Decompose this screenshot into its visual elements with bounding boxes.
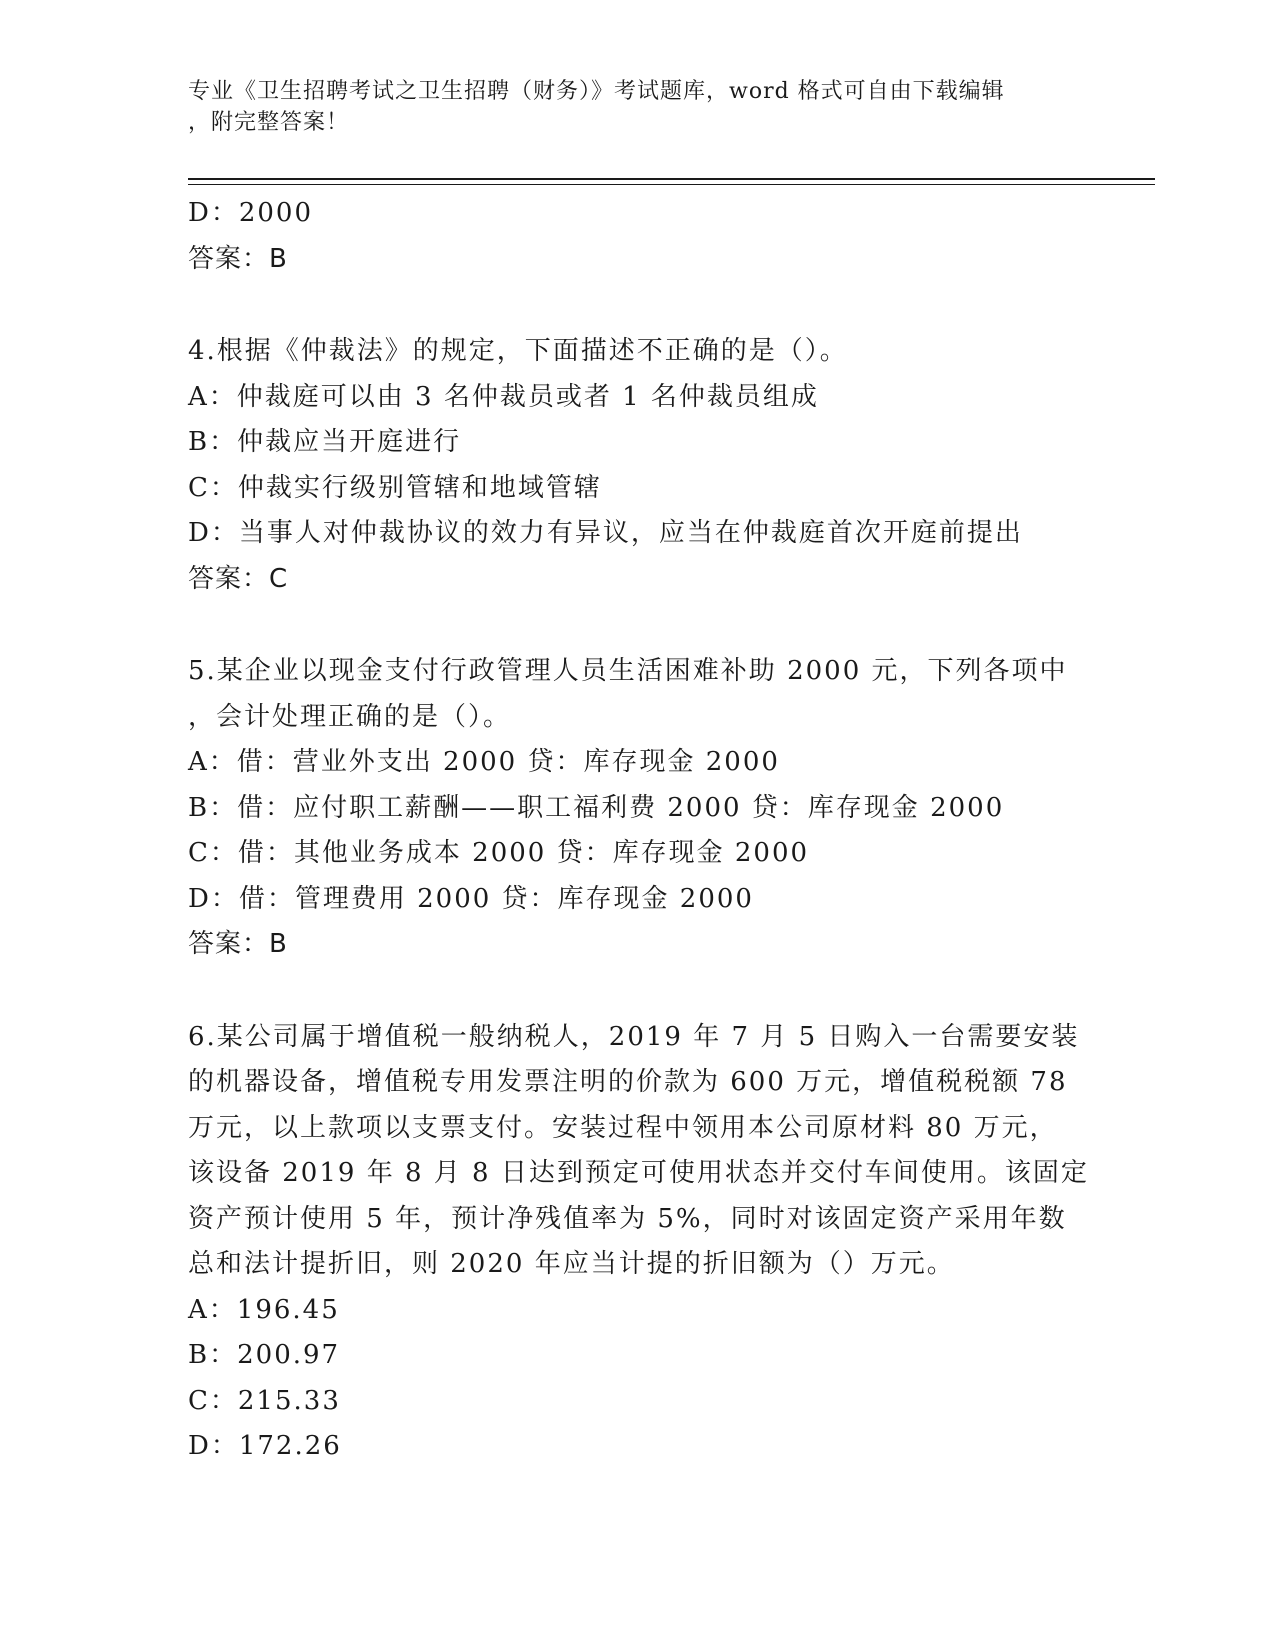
question-5 <box>188 649 1088 968</box>
option-d: D：2000 <box>188 198 314 228</box>
question-content <box>188 191 1088 1470</box>
option-d: D：172.26 <box>188 1431 342 1461</box>
question-6 <box>188 1015 1088 1470</box>
header-divider-thin <box>188 184 1155 185</box>
option-b: B：仲裁应当开庭进行 <box>188 427 462 457</box>
header-line-2: ，附完整答案！ <box>188 110 350 135</box>
question-stem-line-2: 的机器设备，增值税专用发票注明的价款为 600 万元，增值税税额 78 <box>188 1067 1068 1097</box>
question-stem-line-1: 6.某公司属于增值税一般纳税人，2019 年 7 月 5 日购入一台需要安装 <box>188 1021 1080 1052</box>
question-stem-line-2: ，会计处理正确的是（）。 <box>188 701 512 732</box>
document-header <box>188 76 1068 138</box>
question-spacer <box>188 282 1088 329</box>
header-divider-thick <box>188 178 1155 180</box>
question-stem: 4.根据《仲裁法》的规定，下面描述不正确的是（）。 <box>188 336 848 366</box>
question-spacer <box>188 602 1088 649</box>
option-d: D：当事人对仲裁协议的效力有异议，应当在仲裁庭首次开庭前提出 <box>188 518 1023 548</box>
answer-line: 答案：B <box>188 929 288 959</box>
answer-line: 答案：C <box>188 563 289 594</box>
question-4 <box>188 329 1088 602</box>
question-3-tail <box>188 191 1088 282</box>
option-c: C：215.33 <box>188 1385 341 1416</box>
option-a: A：借：营业外支出 2000 贷：库存现金 2000 <box>188 747 780 777</box>
header-line-1: 专业《卫生招聘考试之卫生招聘（财务）》考试题库，word 格式可自由下载编辑 <box>188 79 1005 104</box>
option-d: D：借：管理费用 2000 贷：库存现金 2000 <box>188 883 754 914</box>
option-a: A：196.45 <box>188 1294 340 1325</box>
option-c: C：借：其他业务成本 2000 贷：库存现金 2000 <box>188 838 810 868</box>
question-stem-line-1: 5.某企业以现金支付行政管理人员生活困难补助 2000 元，下列各项中 <box>188 656 1068 686</box>
question-stem-line-3: 万元，以上款项以支票支付。安装过程中领用本公司原材料 80 万元， <box>188 1112 1058 1143</box>
option-b: B：200.97 <box>188 1340 341 1370</box>
option-b: B：借：应付职工薪酬——职工福利费 2000 贷：库存现金 2000 <box>188 792 1005 823</box>
question-spacer <box>188 968 1088 1015</box>
question-stem-line-6: 总和法计提折旧，则 2020 年应当计提的折旧额为（）万元。 <box>188 1249 955 1279</box>
option-c: C：仲裁实行级别管辖和地域管辖 <box>188 472 602 503</box>
question-stem-line-4: 该设备 2019 年 8 月 8 日达到预定可使用状态并交付车间使用。该固定 <box>188 1158 1089 1188</box>
answer-line: 答案：B <box>188 243 288 274</box>
question-stem-line-5: 资产预计使用 5 年，预计净残值率为 5%，同时对该固定资产采用年数 <box>188 1203 1067 1234</box>
option-a: A：仲裁庭可以由 3 名仲裁员或者 1 名仲裁员组成 <box>188 381 819 412</box>
